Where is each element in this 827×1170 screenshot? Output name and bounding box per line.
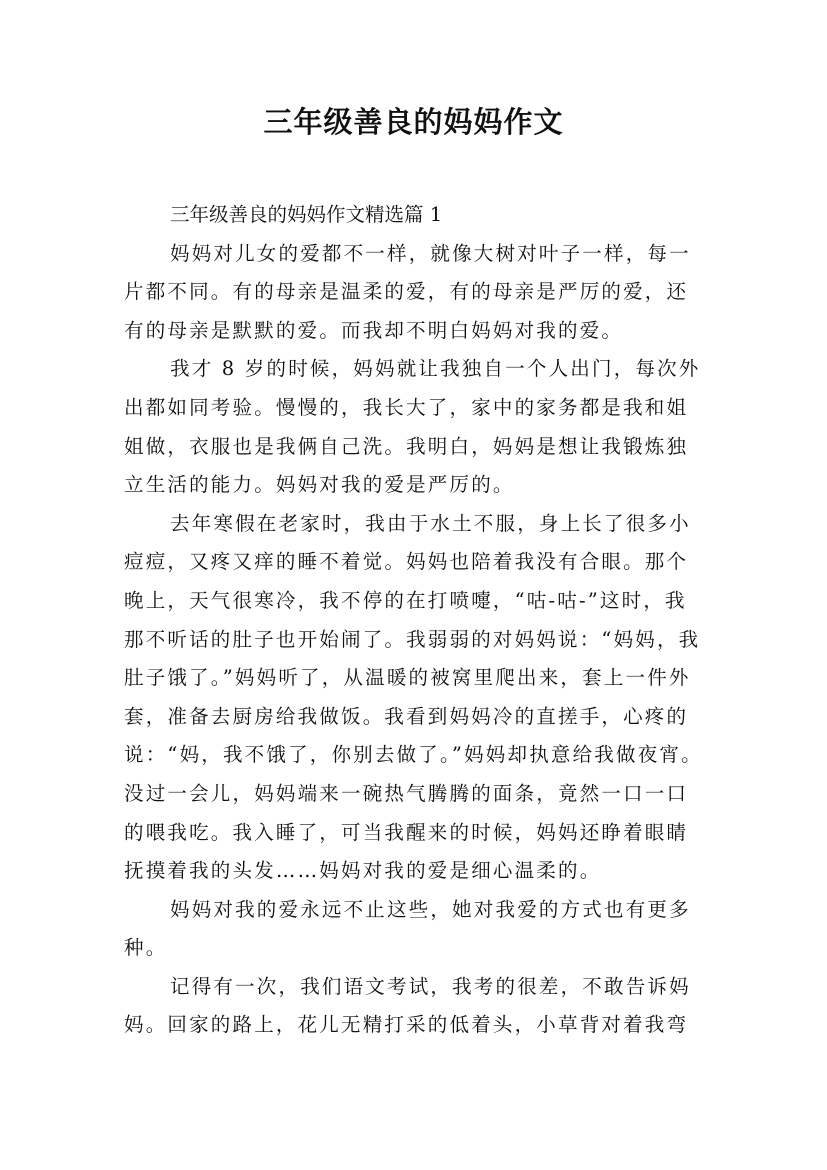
document-title: 三年级善良的妈妈作文: [263, 105, 564, 139]
paragraph: 我才 8 岁的时候，妈妈就让我独自一个人出门，每次外出都如同考验。慢慢的，我长大了，家中的家务都是我和姐姐做，衣服也是我俩自己洗。我明白，妈妈是想让我锻炼独立生活的能力。妈妈对我的爱是严厉的。: [124, 357, 701, 497]
document-body: [124, 196, 704, 1045]
paragraph: 去年寒假在老家时，我由于水土不服，身上长了很多小痘痘，又疼又痒的睡不着觉。妈妈也陪着我没有合眼。那个晚上，天气很寒冷，我不停的在打喷嚏，“咕-咕-”这时，我那不听话的肚子也开始闹了。我弱弱的对妈妈说：“妈妈，我肚子饿了。”妈妈听了，从温暖的被窝里爬出来，套上一件外套，准备去厨房给我做饭。我看到妈妈冷的直搓手，心疼的说：“妈，我不饿了，你别去做了。”妈妈却执意给我做夜宵。没过一会儿，妈妈端来一碗热气腾腾的面条，竟然一口一口的喂我吃。我入睡了，可当我醒来的时候，妈妈还睁着眼睛抚摸着我的头发……妈妈对我的爱是细心温柔的。: [124, 511, 703, 883]
paragraph: 妈妈对儿女的爱都不一样，就像大树对叶子一样，每一片都不同。有的母亲是温柔的爱，有的母亲是严厉的爱，还有的母亲是默默的爱。而我却不明白妈妈对我的爱。: [124, 241, 691, 342]
paragraph: 妈妈对我的爱永远不止这些，她对我爱的方式也有更多种。: [124, 897, 691, 960]
paragraph: 记得有一次，我们语文考试，我考的很差，不敢告诉妈妈。回家的路上，花儿无精打采的低着头，小草背对着我弯: [124, 974, 691, 1037]
section-subtitle: 三年级善良的妈妈作文精选篇 1: [170, 203, 443, 226]
